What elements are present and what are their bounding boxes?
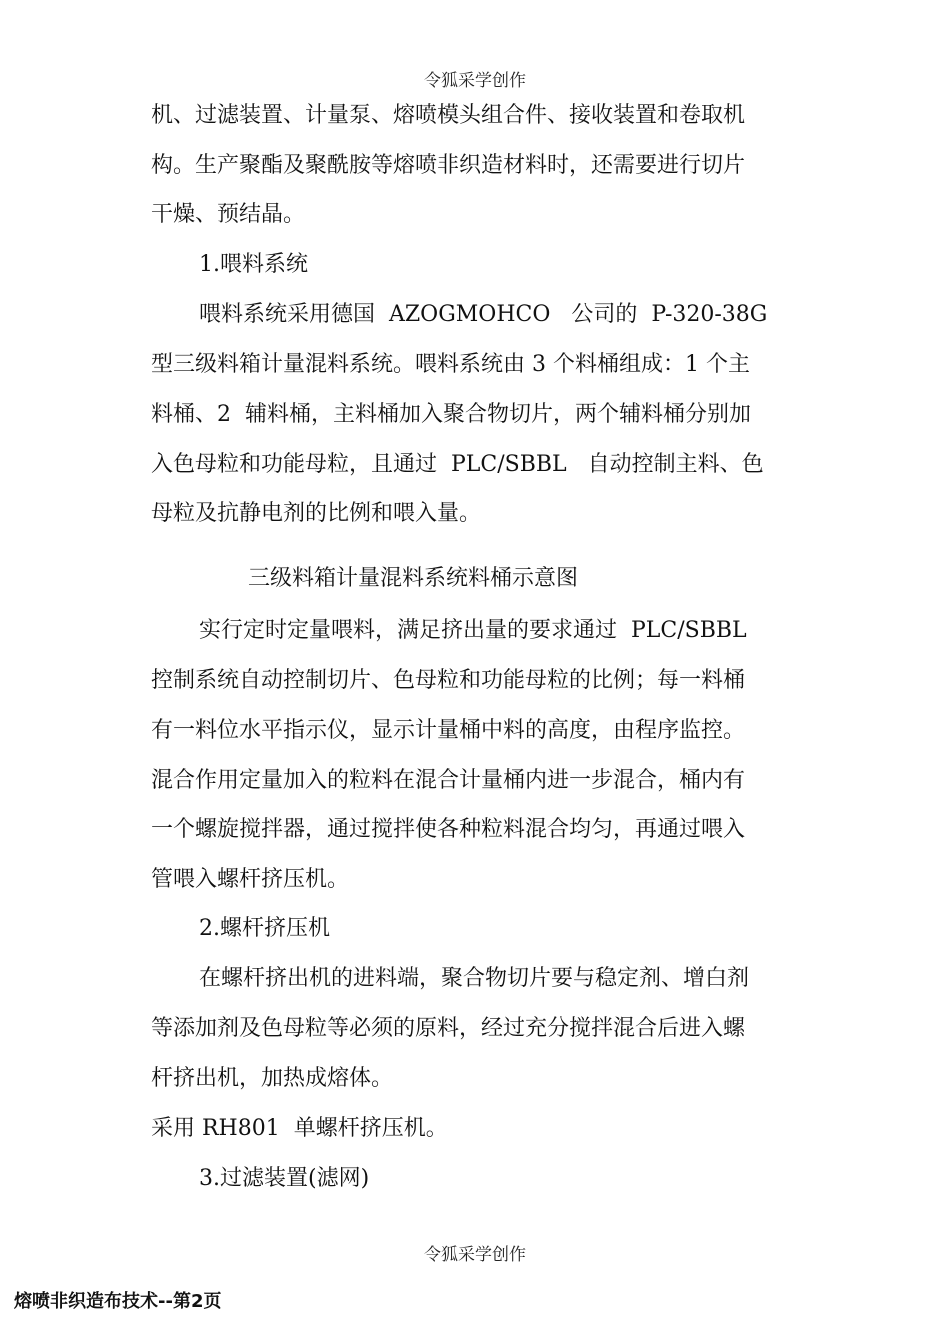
- text-line: 干燥、预结晶。: [151, 202, 306, 227]
- page-header: 令狐采学创作: [424, 71, 526, 91]
- section-heading: 1.喂料系统: [199, 252, 308, 277]
- page-number-label: 熔喷非织造布技术--第2页: [14, 1291, 222, 1312]
- text-line: 管喂入螺杆挤压机。: [151, 867, 350, 892]
- text-line: 在螺杆挤出机的进料端，聚合物切片要与稳定剂、增白剂: [199, 966, 750, 991]
- text-line: 母粒及抗静电剂的比例和喂入量。: [151, 501, 482, 526]
- text-line: 等添加剂及色母粒等必须的原料，经过充分搅拌混合后进入螺: [151, 1016, 746, 1041]
- section-heading: 3.过滤装置(滤网): [199, 1166, 370, 1191]
- text-line: 料桶、2 辅料桶，主料桶加入聚合物切片，两个辅料桶分别加: [151, 402, 751, 427]
- text-line: 杆挤出机，加热成熔体。: [151, 1066, 394, 1091]
- text-line: 喂料系统采用德国 AZOGMOHCO 公司的 P-320-38G: [199, 302, 768, 327]
- page-footer: 令狐采学创作: [424, 1245, 526, 1265]
- section-heading: 2.螺杆挤压机: [199, 916, 330, 941]
- text-line: 入色母粒和功能母粒，且通过 PLC/SBBL 自动控制主料、色: [151, 452, 764, 477]
- text-line: 采用 RH801 单螺杆挤压机。: [151, 1116, 448, 1141]
- figure-caption: 三级料箱计量混料系统料桶示意图: [248, 566, 579, 591]
- text-line: 混合作用定量加入的粒料在混合计量桶内进一步混合，桶内有: [151, 768, 746, 793]
- text-line: 型三级料箱计量混料系统。喂料系统由 3 个料桶组成：1 个主: [151, 352, 750, 377]
- text-line: 一个螺旋搅拌器，通过搅拌使各种粒料混合均匀，再通过喂入: [151, 817, 746, 842]
- text-line: 实行定时定量喂料，满足挤出量的要求通过 PLC/SBBL: [199, 618, 747, 643]
- text-line: 控制系统自动控制切片、色母粒和功能母粒的比例；每一料桶: [151, 668, 746, 693]
- text-line: 构。生产聚酯及聚酰胺等熔喷非织造材料时，还需要进行切片: [151, 153, 746, 178]
- text-line: 机、过滤装置、计量泵、熔喷模头组合件、接收装置和卷取机: [151, 103, 746, 128]
- text-line: 有一料位水平指示仪，显示计量桶中料的高度，由程序监控。: [151, 718, 746, 743]
